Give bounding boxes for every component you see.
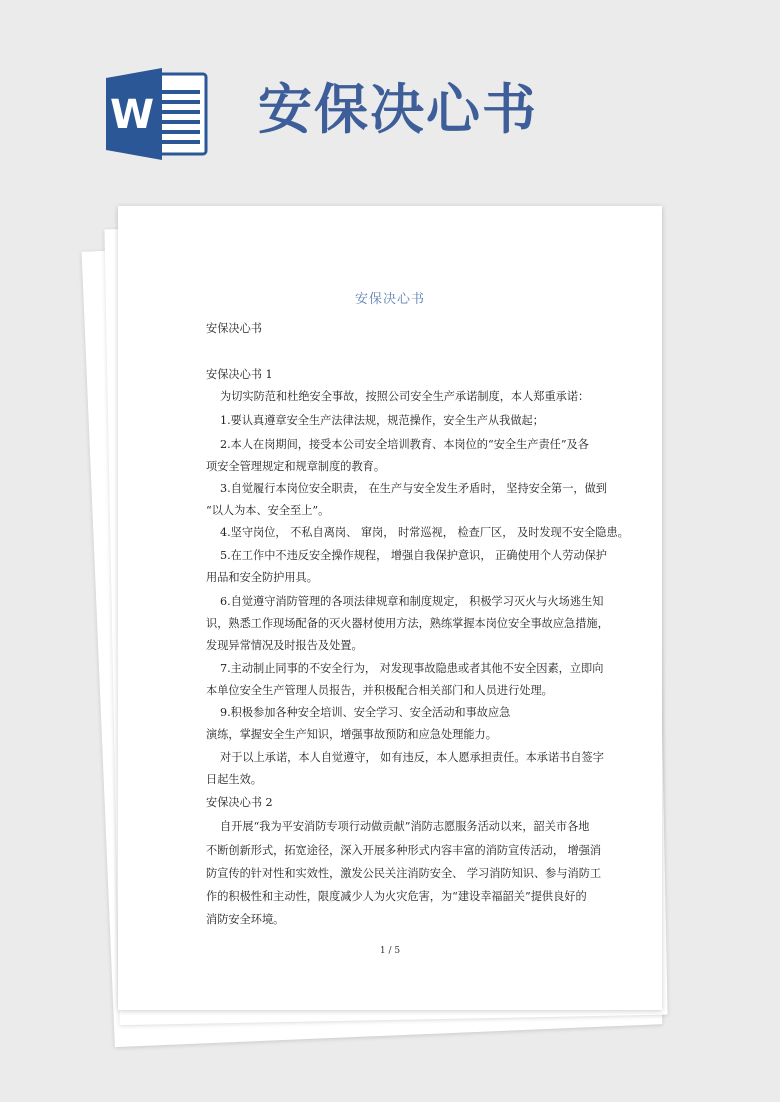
main-title: 安保决心书 [258, 78, 538, 141]
section1-line: 演练，掌握安全生产知识，增强事故预防和应急处理能力。 [206, 728, 497, 741]
section1-line: 用品和安全防护用具。 [206, 571, 318, 584]
section2-heading: 安保决心书 2 [206, 796, 273, 809]
section1-line: 识，熟悉工作现场配备的灭火器材使用方法，熟练掌握本岗位安全事故应急措施， [206, 617, 609, 630]
document-subtitle: 安保决心书 [206, 322, 262, 335]
section1-line: 发现异常情况及时报告及处置。 [206, 639, 363, 652]
header [0, 0, 780, 200]
document-title: 安保决心书 [354, 292, 425, 307]
section2-line: 不断创新形式，拓宽途径，深入开展多种形式内容丰富的消防宣传活动， 增强消 [206, 844, 602, 857]
section1-line: 项安全管理规定和规章制度的教育。 [206, 460, 386, 473]
section2-line: 作的积极性和主动性，限度减少人为火灾危害，为“建设幸福韶关”提供良好的 [206, 890, 587, 903]
section1-line: 本单位安全生产管理人员报告，并积极配合相关部门和人员进行处理。 [206, 684, 553, 697]
section1-line: “以人为本、安全至上”。 [206, 504, 330, 517]
section1-line: 3.自觉履行本岗位安全职责， 在生产与安全发生矛盾时， 坚持安全第一，做到 [220, 482, 607, 495]
svg-text:W: W [109, 92, 155, 138]
section1-line: 为切实防范和杜绝安全事故，按照公司安全生产承诺制度，本人郑重承诺： [220, 390, 590, 403]
section1-line: 日起生效。 [206, 773, 262, 786]
section2-line: 自开展“我为平安消防专项行动做贡献”消防志愿服务活动以来，韶关市各地 [220, 820, 590, 833]
section1-line: 1.要认真遵章安全生产法律法规，规范操作，安全生产从我做起； [220, 414, 544, 427]
section1-line: 对于以上承诺，本人自觉遵守， 如有违反，本人愿承担责任。本承诺书自签字 [220, 751, 604, 764]
section1-line: 4.坚守岗位， 不私自离岗、 窜岗， 时常巡视， 检查厂区， 及时发现不安全隐患。 [220, 526, 629, 539]
section1-heading: 安保决心书 1 [206, 368, 273, 381]
section1-line: 2.本人在岗期间，接受本公司安全培训教育、本岗位的“安全生产责任”及各 [220, 438, 589, 451]
document-page [118, 206, 662, 1010]
section1-line: 7.主动制止同事的不安全行为， 对发现事故隐患或者其他不安全因素，立即向 [220, 662, 604, 675]
section1-line: 9.积极参加各种安全培训、安全学习、安全活动和事故应急 [220, 706, 511, 719]
word-icon [106, 66, 210, 162]
section2-line: 消防安全环境。 [206, 913, 285, 926]
section2-line: 防宣传的针对性和实效性，激发公民关注消防安全、 学习消防知识、参与消防工 [206, 867, 602, 880]
page-number: 1 / 5 [379, 946, 401, 956]
section1-line: 6.自觉遵守消防管理的各项法律规章和制度规定， 积极学习灭火与火场逃生知 [220, 595, 604, 608]
section1-line: 5.在工作中不违反安全操作规程， 增强自我保护意识， 正确使用个人劳动保护 [220, 549, 607, 562]
